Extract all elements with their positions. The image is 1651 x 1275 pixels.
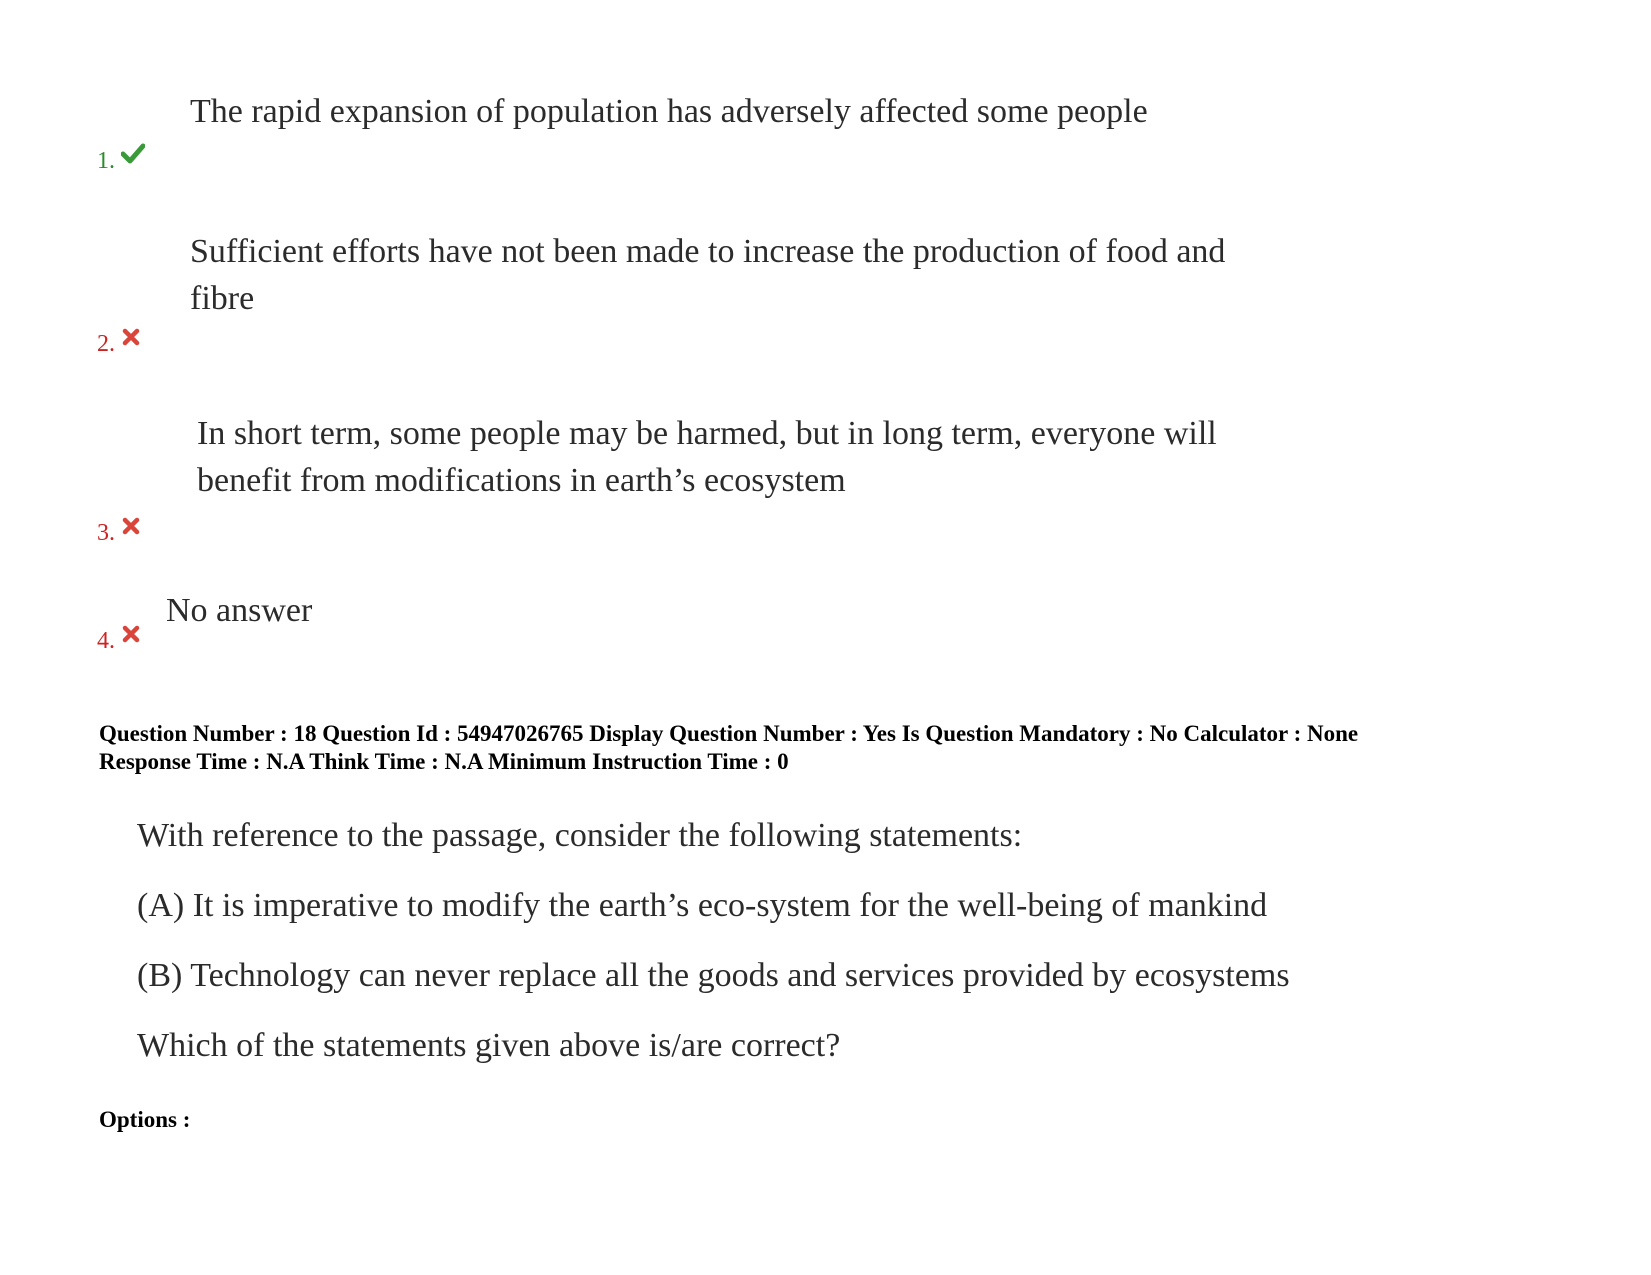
option-1-line-1: The rapid expansion of population has adversely affected some people xyxy=(190,93,1148,130)
option-2-text xyxy=(190,228,1225,322)
cross-icon xyxy=(121,623,143,645)
question-statement-b: (B) Technology can never replace all the goods and services provided by ecosystems xyxy=(137,957,1290,994)
question-prompt: Which of the statements given above is/are correct? xyxy=(137,1027,841,1064)
option-1-text xyxy=(190,88,1148,135)
option-3-text xyxy=(197,410,1217,504)
question-intro: With reference to the passage, consider the following statements: xyxy=(137,817,1023,854)
check-icon xyxy=(121,142,143,164)
option-3-line-1: In short term, some people may be harmed, but in long term, everyone will xyxy=(197,415,1217,452)
question-statement-a: (A) It is imperative to modify the earth’s eco-system for the well-being of mankind xyxy=(137,887,1268,924)
option-2-line-1: Sufficient efforts have not been made to increase the production of food and xyxy=(190,233,1226,270)
option-2-line-2: fibre xyxy=(190,280,255,317)
option-2-number: 2. xyxy=(97,326,143,358)
option-3-number: 3. xyxy=(97,515,143,547)
options-label: Options : xyxy=(99,1107,191,1132)
option-4-number: 4. xyxy=(97,623,143,655)
cross-icon xyxy=(121,326,143,348)
question-meta-line-2: Response Time : N.A Think Time : N.A Minimum Instruction Time : 0 xyxy=(99,749,789,774)
option-1-number: 1. xyxy=(97,142,143,175)
cross-icon xyxy=(121,515,143,537)
question-meta-line-1: Question Number : 18 Question Id : 54947026765 Display Question Number : Yes Is Question Mandatory : No Calculator : None xyxy=(99,721,1359,746)
option-4-line-1: No answer xyxy=(166,592,313,629)
option-4-text xyxy=(166,587,312,634)
option-3-line-2: benefit from modifications in earth’s ecosystem xyxy=(197,462,846,499)
